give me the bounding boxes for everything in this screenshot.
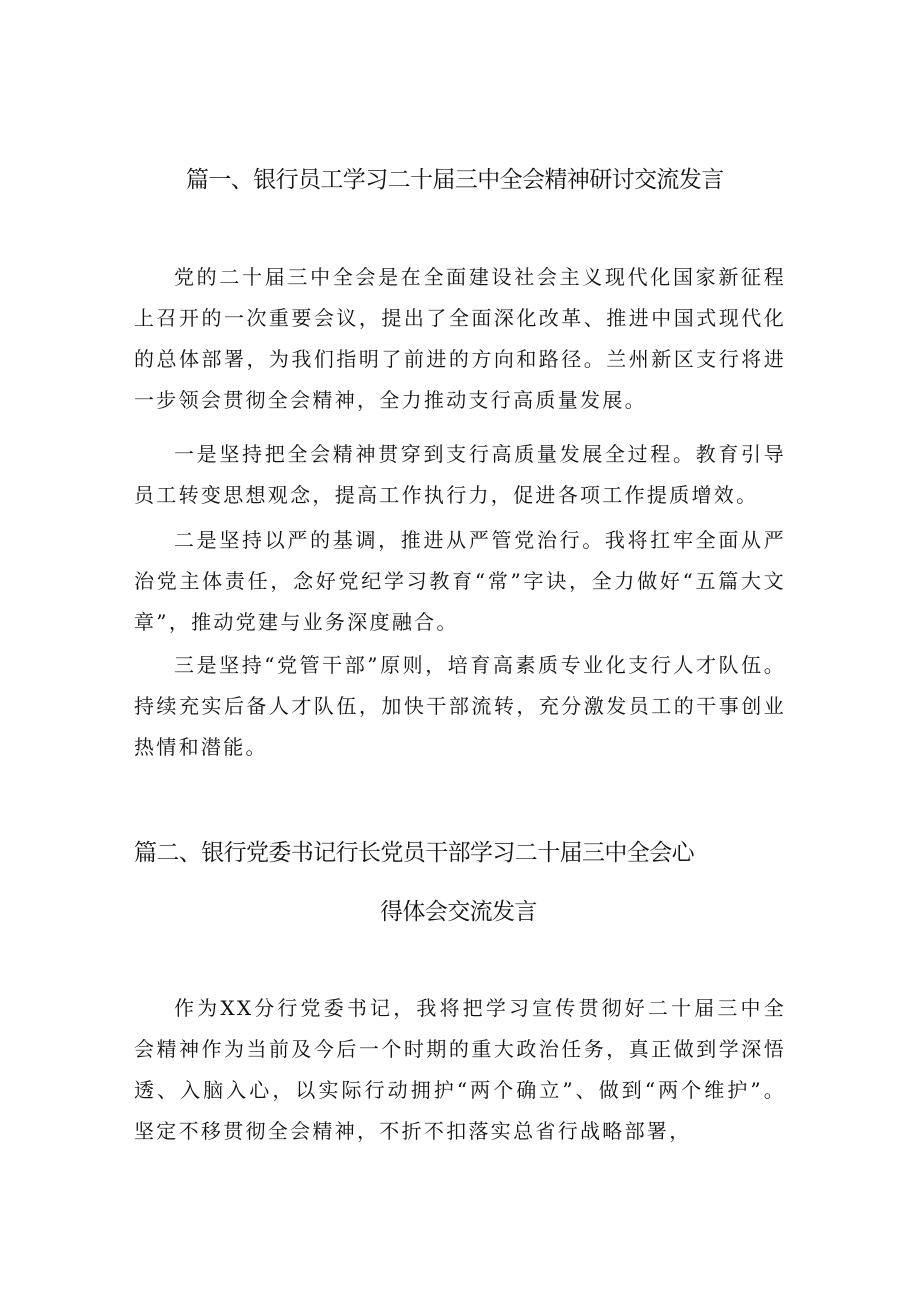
section2-title-line2: 得体会交流发言 bbox=[380, 899, 537, 925]
section1-paragraph-1: 党的二十届三中全会是在全面建设社会主义现代化国家新征程上召开的一次重要会议，提出了全面深化改革、推进中国式现代化的总体部署，为我们指明了前进的方向和路径。兰州新区支行将进一步领会贯彻全会精神，全力推动支行高质量发展。 bbox=[134, 265, 786, 412]
section2-title-line1: 篇二、银行党委书记行长党员干部学习二十届三中全会心 bbox=[134, 840, 695, 866]
section2-paragraph-1: 作为XX分行党委书记，我将把学习宣传贯彻好二十届三中全会精神作为当前及今后一个时期的重大政治任务，真正做到学深悟透、入脑入心，以实际行动拥护“两个确立”、做到“两个维护”。坚定不移贯彻全会精神，不折不扣落实总省行战略部署， bbox=[134, 996, 786, 1143]
section1-title: 篇一、银行员工学习二十届三中全会精神研讨交流发言 bbox=[186, 167, 724, 193]
section1-paragraph-4: 三是坚持“党管干部”原则，培育高素质专业化支行人才队伍。持续充实后备人才队伍，加快干部流转，充分激发员工的干事创业热情和潜能。 bbox=[134, 653, 786, 759]
section1-paragraph-2: 一是坚持把全会精神贯穿到支行高质量发展全过程。教育引导员工转变思想观念，提高工作执行力，促进各项工作提质增效。 bbox=[134, 442, 786, 507]
section1-paragraph-3: 二是坚持以严的基调，推进从严管党治行。我将扛牢全面从严治党主体责任，念好党纪学习教育“常”字诀，全力做好“五篇大文章”，推动党建与业务深度融合。 bbox=[134, 528, 786, 634]
